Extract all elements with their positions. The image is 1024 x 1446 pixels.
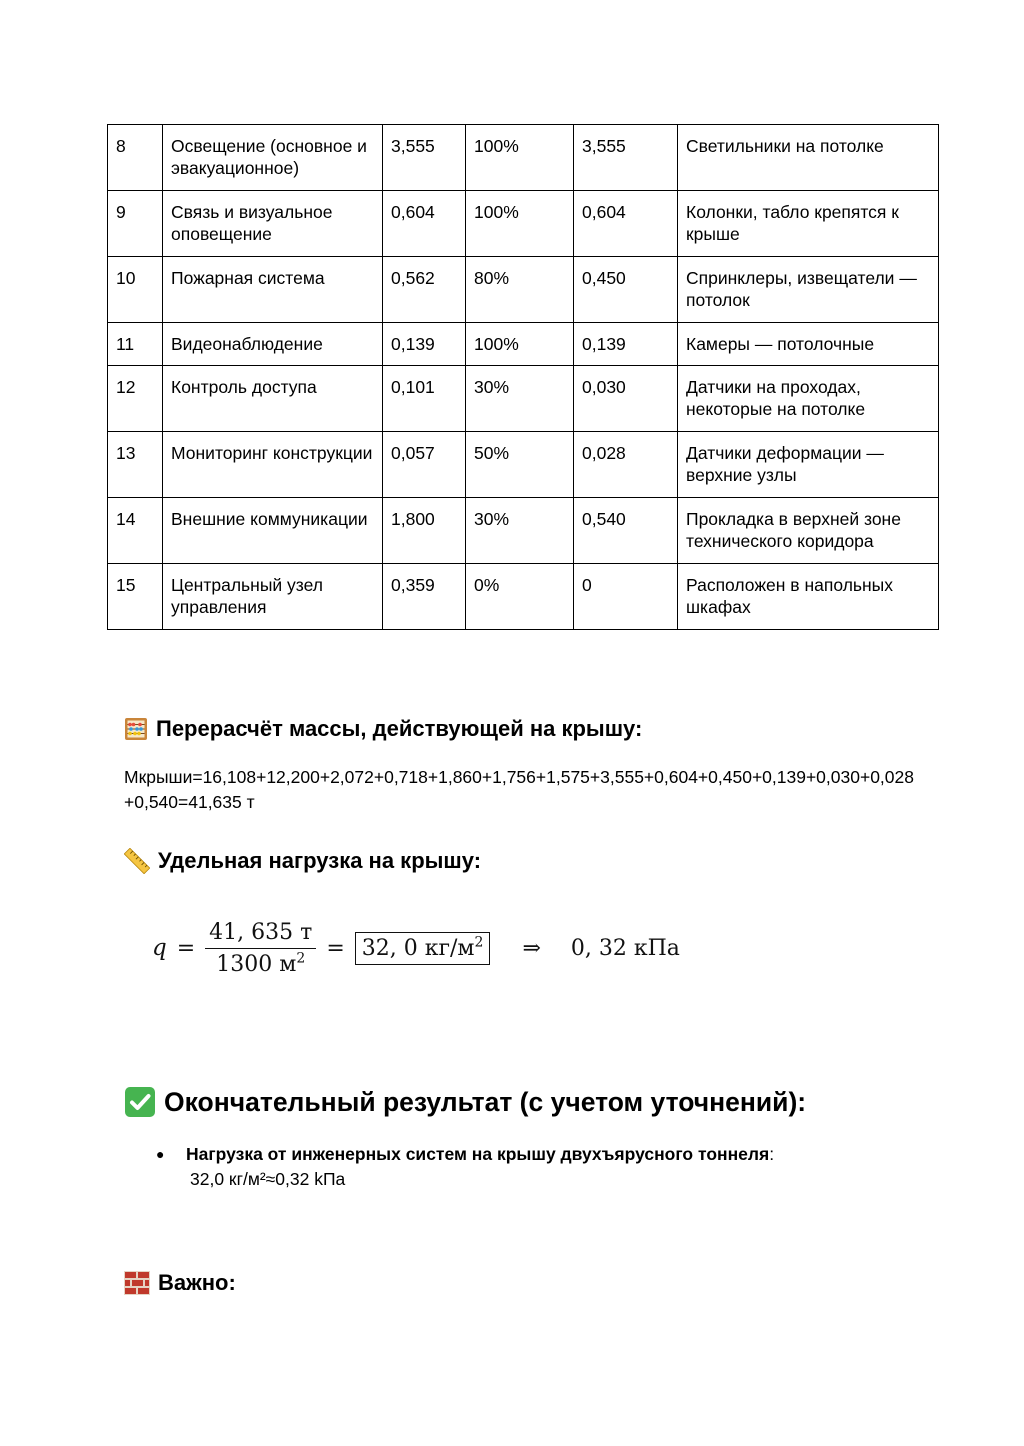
specific-load-formula: [152, 913, 680, 983]
row-number: 11: [108, 323, 163, 366]
bullet-label: [186, 1142, 774, 1167]
roof-share: 50%: [466, 432, 574, 498]
system-mass: 1,800: [383, 498, 466, 564]
row-number: 12: [108, 366, 163, 432]
roof-share: 30%: [466, 366, 574, 432]
row-number: 9: [108, 191, 163, 257]
table-row: [108, 498, 939, 564]
load-variable: q: [152, 935, 167, 961]
roof-mass: 0,450: [574, 257, 678, 323]
boxed-result-exponent: 2: [474, 934, 484, 951]
table-row: [108, 323, 939, 366]
roof-share: 100%: [466, 125, 574, 191]
specific-load-heading: [124, 847, 481, 875]
roof-mass: 3,555: [574, 125, 678, 191]
table-row: [108, 432, 939, 498]
roof-share: 0%: [466, 564, 574, 630]
result-kpa: 0, 32 кПа: [570, 935, 680, 961]
row-number: 10: [108, 257, 163, 323]
roof-mass: 0,139: [574, 323, 678, 366]
ruler-icon: [124, 848, 150, 874]
system-name: Видеонаблюдение: [163, 323, 383, 366]
system-name: Центральный узел управления: [163, 564, 383, 630]
roof-share: 100%: [466, 323, 574, 366]
roof-mass: 0,604: [574, 191, 678, 257]
roof-mass: 0,540: [574, 498, 678, 564]
row-number: 13: [108, 432, 163, 498]
placement-note: Спринклеры, извещатели — потолок: [678, 257, 939, 323]
placement-note: Колонки, табло крепятся к крыше: [678, 191, 939, 257]
denominator-exponent: 2: [296, 950, 306, 967]
system-name: Связь и визуальное оповещение: [163, 191, 383, 257]
system-name: Внешние коммуникации: [163, 498, 383, 564]
load-table: [107, 124, 939, 630]
table-row: [108, 564, 939, 630]
roof-share: 80%: [466, 257, 574, 323]
equals-sign: =: [176, 935, 196, 961]
table-row: [108, 125, 939, 191]
fraction-denominator: [212, 949, 309, 977]
placement-note: Датчики на проходах, некоторые на потолке: [678, 366, 939, 432]
implies-arrow: ⇒: [522, 935, 541, 961]
denominator-base: 1300 м: [216, 951, 297, 977]
bullet-colon: :: [769, 1144, 775, 1164]
placement-note: Камеры — потолочные: [678, 323, 939, 366]
recalc-heading-text: Перерасчёт массы, действующей на крышу:: [156, 716, 643, 741]
bullet-bold-text: Нагрузка от инженерных систем на крышу двухъярусного тоннеля: [186, 1144, 770, 1164]
system-name: Пожарная система: [163, 257, 383, 323]
equals-sign: =: [326, 935, 345, 961]
system-mass: 0,604: [383, 191, 466, 257]
check-mark-icon: [124, 1086, 156, 1118]
mass-formula: Мкрыши=16,108+12,200+2,072+0,718+1,860+1,756+1,575+3,555+0,604+0,450+0,139+0,030+0,028+0,540=41,635 т: [124, 767, 914, 812]
mass-over-area-fraction: [205, 920, 316, 977]
system-mass: 0,101: [383, 366, 466, 432]
boxed-result-base: 32, 0 кг/м: [361, 935, 475, 961]
placement-note: Прокладка в верхней зоне технического коридора: [678, 498, 939, 564]
roof-share: 100%: [466, 191, 574, 257]
system-mass: 3,555: [383, 125, 466, 191]
bullet-value: 32,0 кг/м²≈0,32 kПа: [190, 1169, 346, 1189]
roof-share: 30%: [466, 498, 574, 564]
specific-load-heading-text: Удельная нагрузка на крышу:: [158, 848, 482, 873]
boxed-result: [355, 932, 491, 965]
abacus-icon: [124, 717, 148, 741]
roof-mass: 0,030: [574, 366, 678, 432]
table-row: [108, 257, 939, 323]
bricks-icon: [124, 1271, 150, 1295]
system-mass: 0,139: [383, 323, 466, 366]
bullet-icon: ●: [156, 1146, 165, 1162]
roof-mass: 0: [574, 564, 678, 630]
row-number: 15: [108, 564, 163, 630]
system-name: Мониторинг конструкции: [163, 432, 383, 498]
system-name: Освещение (основное и эвакуационное): [163, 125, 383, 191]
table-row: [108, 366, 939, 432]
final-result-heading: [124, 1085, 806, 1119]
table-row: [108, 191, 939, 257]
system-mass: 0,562: [383, 257, 466, 323]
placement-note: Светильники на потолке: [678, 125, 939, 191]
row-number: 8: [108, 125, 163, 191]
system-mass: 0,057: [383, 432, 466, 498]
placement-note: Датчики деформации — верхние узлы: [678, 432, 939, 498]
system-mass: 0,359: [383, 564, 466, 630]
recalc-heading: [124, 715, 642, 743]
roof-mass: 0,028: [574, 432, 678, 498]
placement-note: Расположен в напольных шкафах: [678, 564, 939, 630]
fraction-numerator: 41, 635 т: [205, 920, 316, 949]
row-number: 14: [108, 498, 163, 564]
final-result-heading-text: Окончательный результат (с учетом уточнений):: [164, 1087, 807, 1117]
system-name: Контроль доступа: [163, 366, 383, 432]
important-heading: [124, 1269, 236, 1297]
important-heading-text: Важно:: [158, 1270, 236, 1295]
